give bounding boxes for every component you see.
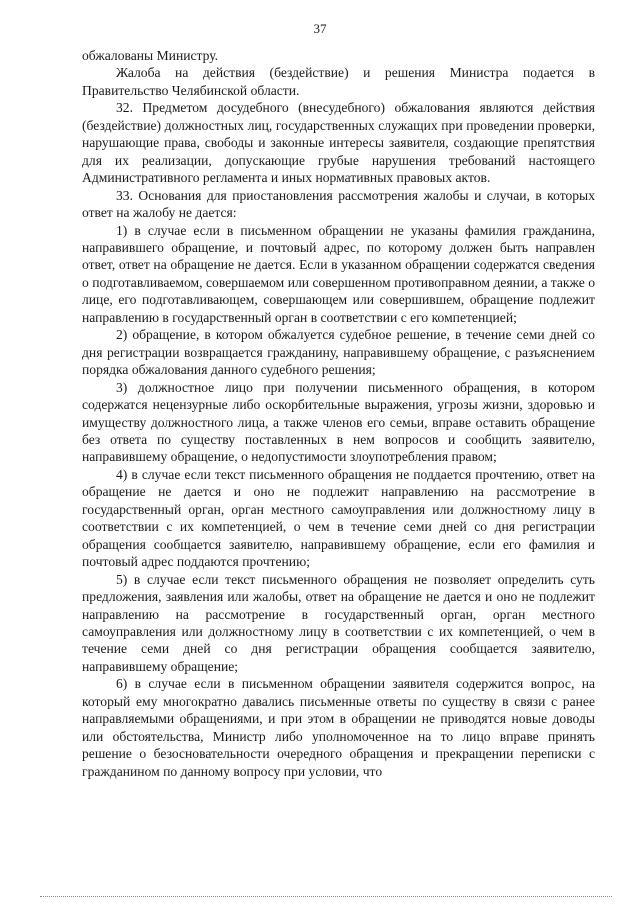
page-number: 37 [313,21,327,36]
paragraph-item-6: 6) в случае если в письменном обращении заявителя содержится вопрос, на который ему многократно давались письменные ответы по существу в связи с ранее направляемыми обращениями, и при этом в обращении не приводятся новые доводы или обстоятельства, Министр либо уполномоченное на то лицо вправе принять решение о безосновательности очередного обращения и прекращении переписки с гражданином по данному вопросу при условии, что [82,676,595,779]
paragraph-complaint-minister: Жалоба на действия (бездействие) и решения Министра подается в Правительство Челябинской области. [82,65,595,98]
paragraph-item-3: 3) должностное лицо при получении письменного обращения, в котором содержатся нецензурные либо оскорбительные выражения, угрозы жизни, здоровью и имуществу должностного лица, а также членов его семьи, вправе оставить обращение без ответа по существу поставленных в нем вопросов и сообщить заявителю, направившему обращение, о недопустимости злоупотребления правом; [82,379,595,465]
paragraph-32: 32. Предметом досудебного (внесудебного) обжалования являются действия (бездействие) должностных лиц, государственных служащих при проведении проверки, нарушающие права, свободы и законные интересы заявителя, создающие препятствия для их реализации, допускающие грубые нарушения требований настоящего Административного регламента и иных нормативных правовых актов. [82,100,595,186]
paragraph-item-2: 2) обращение, в котором обжалуется судебное решение, в течение семи дней со дня регистрации возвращается гражданину, направившему обращение, с разъяснением порядка обжалования данного судебного решения; [82,327,595,378]
paragraph-continuation: обжалованы Министру. [82,48,219,63]
paragraph-item-1: 1) в случае если в письменном обращении не указаны фамилия гражданина, направившего обращение, и почтовый адрес, по которому должен быть направлен ответ, ответ на обращение не дается. Если в указанном обращении содержатся сведения о подготавливаемом, совершаемом или совершенном противоправном деянии, а также о лице, его подготавливающем, совершающем или совершившем, обращение подлежит направлению в государственный орган в соответствии с его компетенцией; [82,222,595,325]
paragraph-33: 33. Основания для приостановления рассмотрения жалобы и случаи, в которых ответ на жалобу не дается: [82,187,595,221]
page-bottom-edge [40,896,612,897]
paragraph-item-5: 5) в случае если текст письменного обращения не позволяет определить суть предложения, заявления или жалобы, ответ на обращение не дается и оно не подлежит направлению на рассмотрение в государственный орган, орган местного самоуправления или должностному лицу в соответствии с их компетенцией, о чем в течение семи дней со дня регистрации обращения сообщается заявителю, направившему обращение; [82,571,595,674]
document-body [82,47,595,780]
paragraph-item-4: 4) в случае если текст письменного обращения не поддается прочтению, ответ на обращение не дается и оно не подлежит направлению на рассмотрение в государственный орган, орган местного самоуправления или должностному лицу в соответствии с их компетенцией, о чем в течение семи дней со дня регистрации обращения сообщается заявителю, направившему обращение, если его фамилия и почтовый адрес поддаются прочтению; [82,466,595,570]
